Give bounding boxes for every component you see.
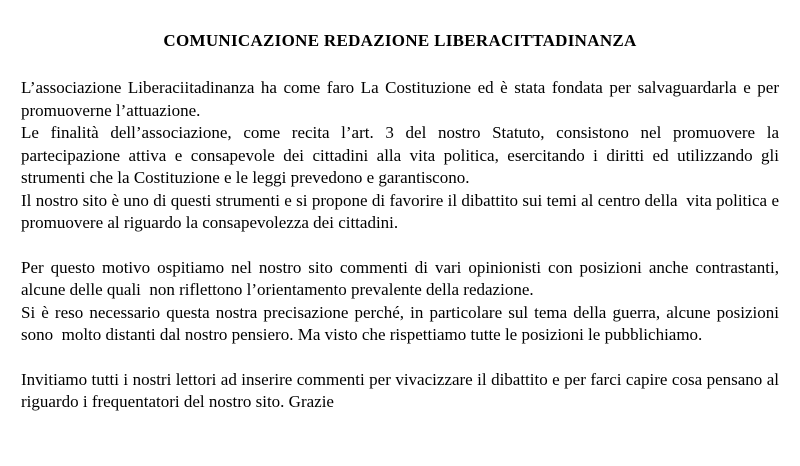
paragraph-group-invitation	[21, 369, 784, 414]
paragraph-opinionists: Per questo motivo ospitiamo nel nostro sito commenti di vari opinionisti con posizioni anche contrastanti, alcune delle quali non riflettono l’orientamento prevalente della redazione.	[21, 257, 784, 299]
paragraph-reader-invitation: Invitiamo tutti i nostri lettori ad inserire commenti per vivacizzare il dibattito e per farci capire cosa pensano al riguardo i frequentatori del nostro sito. Grazie	[21, 369, 784, 411]
paragraph-association-purpose: L’associazione Liberaciitadinanza ha come faro La Costituzione ed è stata fondata per salvaguardarla e per promuoverne l’attuazione.	[21, 78, 784, 120]
paragraph-statute-goals: Le finalità dell’associazione, come recita l’art. 3 del nostro Statuto, consistono nel promuovere la partecipazione attiva e consapevole dei cittadini alla vita politica, esercitando i diritti ed utilizzando gli strumenti che la Costituzione e le leggi prevedono e garantiscono.	[21, 123, 784, 187]
document-title: COMUNICAZIONE REDAZIONE LIBERACITTADINANZA	[163, 31, 637, 50]
paragraph-site-purpose: Il nostro sito è uno di questi strumenti e si propone di favorire il dibattito sui temi al centro della vita politica e promuovere al riguardo la consapevolezza dei cittadini.	[21, 190, 784, 232]
paragraph-group-editorial-position	[21, 257, 784, 347]
paragraph-clarification: Si è reso necessario questa nostra precisazione perché, in particolare sul tema della guerra, alcune posizioni sono molto distanti dal nostro pensiero. Ma visto che rispettiamo tutte le posizioni le pubblichiamo.	[21, 302, 784, 344]
paragraph-group-intro	[21, 77, 784, 235]
